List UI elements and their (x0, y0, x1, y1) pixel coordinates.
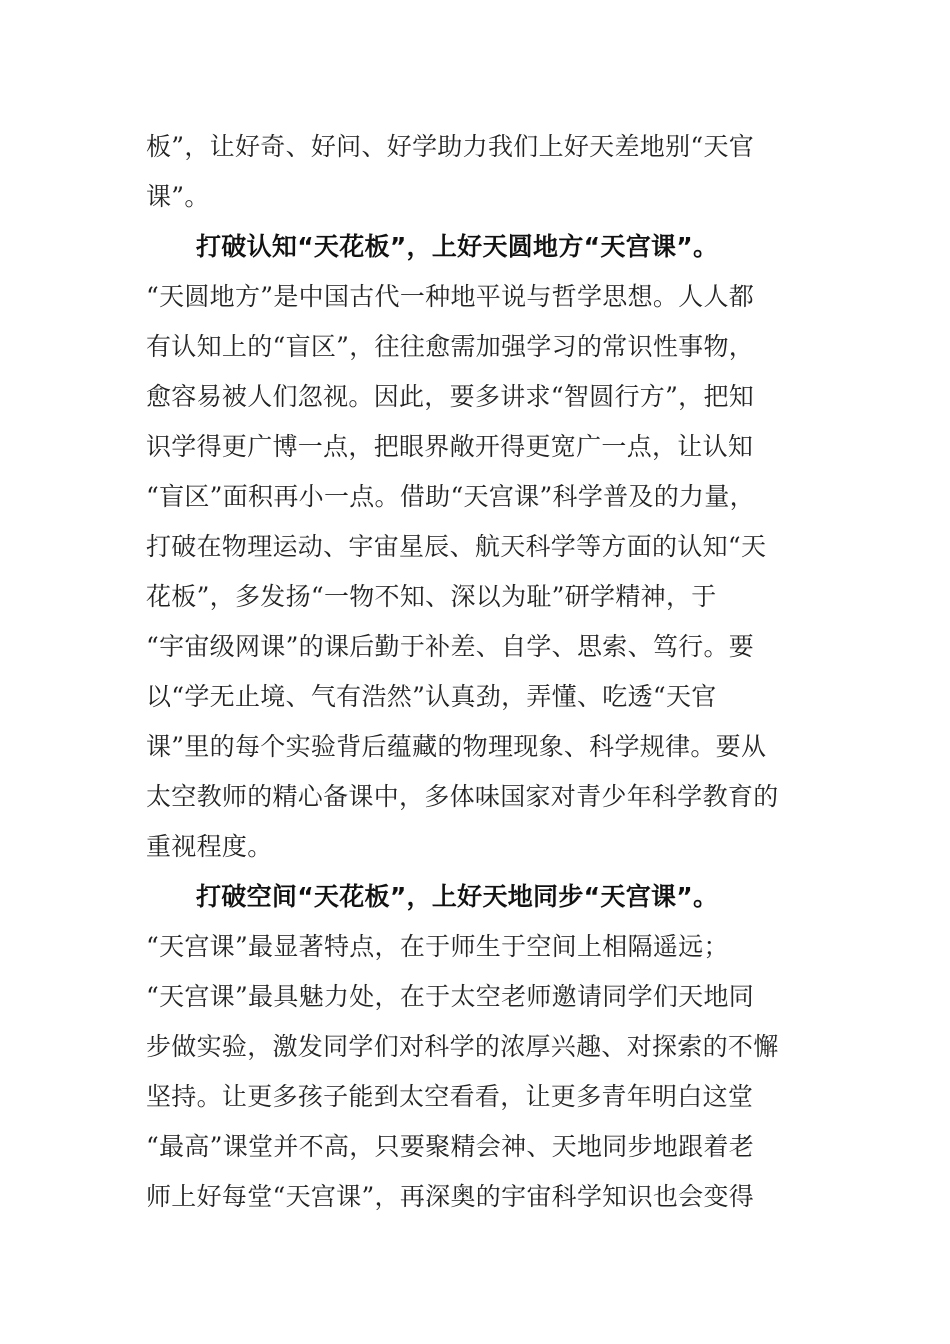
text-line: 重视程度。 (146, 832, 273, 861)
body-text (146, 122, 806, 1222)
text-line: 花板”，多发扬“一物不知、深以为耻”研学精神，于 (146, 582, 717, 611)
text-line: “宇宙级网课”的课后勤于补差、自学、思索、笃行。要 (146, 632, 755, 661)
text-line: 课”。 (146, 182, 210, 211)
section-heading: 打破空间“天花板”，上好天地同步“天宫课”。 (196, 882, 719, 911)
text-line: “盲区”面积再小一点。借助“天宫课”科学普及的力量， (146, 482, 755, 511)
text-line: 坚持。让更多孩子能到太空看看，让更多青年明白这堂 (146, 1082, 754, 1111)
text-line: 以“学无止境、气有浩然”认真劲，弄懂、吃透“天官 (146, 682, 717, 711)
text-line: 板”，让好奇、好问、好学助力我们上好天差地别“天官 (146, 132, 755, 161)
text-line: 课”里的每个实验背后蕴藏的物理现象、科学规律。要从 (146, 732, 767, 761)
text-line: 师上好每堂“天宫课”，再深奥的宇宙科学知识也会变得 (146, 1182, 755, 1211)
text-line: 愈容易被人们忽视。因此，要多讲求“智圆行方”，把知 (146, 382, 755, 411)
text-line: 步做实验，激发同学们对科学的浓厚兴趣、对探索的不懈 (146, 1032, 779, 1061)
text-line: “最高”课堂并不高，只要聚精会神、天地同步地跟着老 (146, 1132, 755, 1161)
text-line: 打破在物理运动、宇宙星辰、航天科学等方面的认知“天 (146, 532, 767, 561)
section-heading: 打破认知“天花板”，上好天圆地方“天宫课”。 (196, 232, 719, 261)
text-line: 识学得更广博一点，把眼界敞开得更宽广一点，让认知 (146, 432, 754, 461)
text-line: 太空教师的精心备课中，多体味国家对青少年科学教育的 (146, 782, 779, 811)
text-line: “天宫课”最具魅力处，在于太空老师邀请同学们天地同 (146, 982, 755, 1011)
text-line: “天宫课”最显著特点，在于师生于空间上相隔遥远； (146, 932, 729, 961)
text-line: 有认知上的“盲区”，往往愈需加强学习的常识性事物， (146, 332, 755, 361)
text-line: “天圆地方”是中国古代一种地平说与哲学思想。人人都 (146, 282, 755, 311)
